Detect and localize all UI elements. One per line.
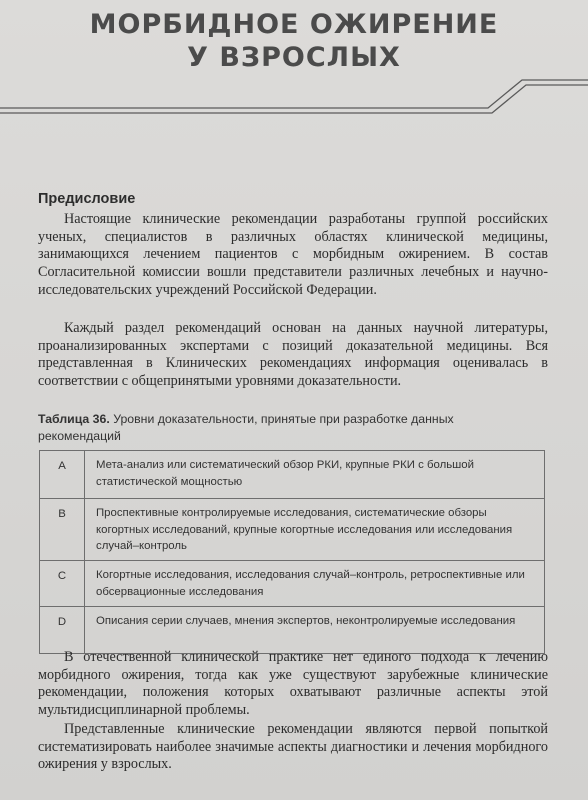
section-heading: Предисловие	[38, 191, 136, 207]
table-row	[40, 451, 545, 499]
description-cell: Мета-анализ или систематический обзор РКИ, крупные РКИ с большой статистической мощностью	[85, 451, 545, 499]
level-cell: C	[40, 561, 85, 607]
level-cell: D	[40, 607, 85, 654]
description-cell: Проспективные контролируемые исследования, систематические обзоры когортных исследований, крупные когортные исследования или исследования случай–контроль	[85, 499, 545, 561]
description-cell: Описания серии случаев, мнения экспертов, неконтролируемые исследования	[85, 607, 545, 654]
title-line-2: У ВЗРОСЛЫХ	[187, 42, 401, 73]
table-row	[40, 499, 545, 561]
page-title	[0, 8, 588, 74]
level-cell: B	[40, 499, 85, 561]
level-cell: A	[40, 451, 85, 499]
paragraph-3: В отечественной клинической практике нет единого подхода к лечению морбидного ожирения, тогда как уже существуют зарубежные клинические рекомендации, положения которых охватывают различные аспекты этой мультидисциплинарной проблемы.	[38, 649, 548, 719]
evidence-levels-table	[39, 450, 545, 654]
table-row	[40, 607, 545, 654]
table-caption-label: Таблица 36.	[38, 412, 110, 426]
paragraph-2: Каждый раздел рекомендаций основан на данных научной литературы, проанализированных экспертами с позиций доказательной медицины. Вся представленная в Клинических рекомендациях информация оценивалась в соответствии с общепринятыми уровнями доказательности.	[38, 320, 548, 390]
paragraph-4: Представленные клинические рекомендации являются первой попыткой систематизировать наиболее значимые аспекты диагностики и лечения морбидного ожирения у взрослых.	[38, 721, 548, 773]
table-row	[40, 561, 545, 607]
description-cell: Когортные исследования, исследования случай–контроль, ретроспективные или обсервационные исследования	[85, 561, 545, 607]
paragraph-1: Настоящие клинические рекомендации разработаны группой российских ученых, специалистов в различных областях клинической медицины, занимающихся лечением пациентов с морбидным ожирением. В состав Согласительной комиссии вошли представители различных лечебных и научно-исследовательских учреждений Российской Федерации.	[38, 211, 548, 298]
table-caption	[38, 411, 538, 445]
table-caption-text: Уровни доказательности, принятые при разработке данных рекомендаций	[38, 412, 454, 443]
title-line-1: МОРБИДНОЕ ОЖИРЕНИЕ	[89, 9, 499, 40]
